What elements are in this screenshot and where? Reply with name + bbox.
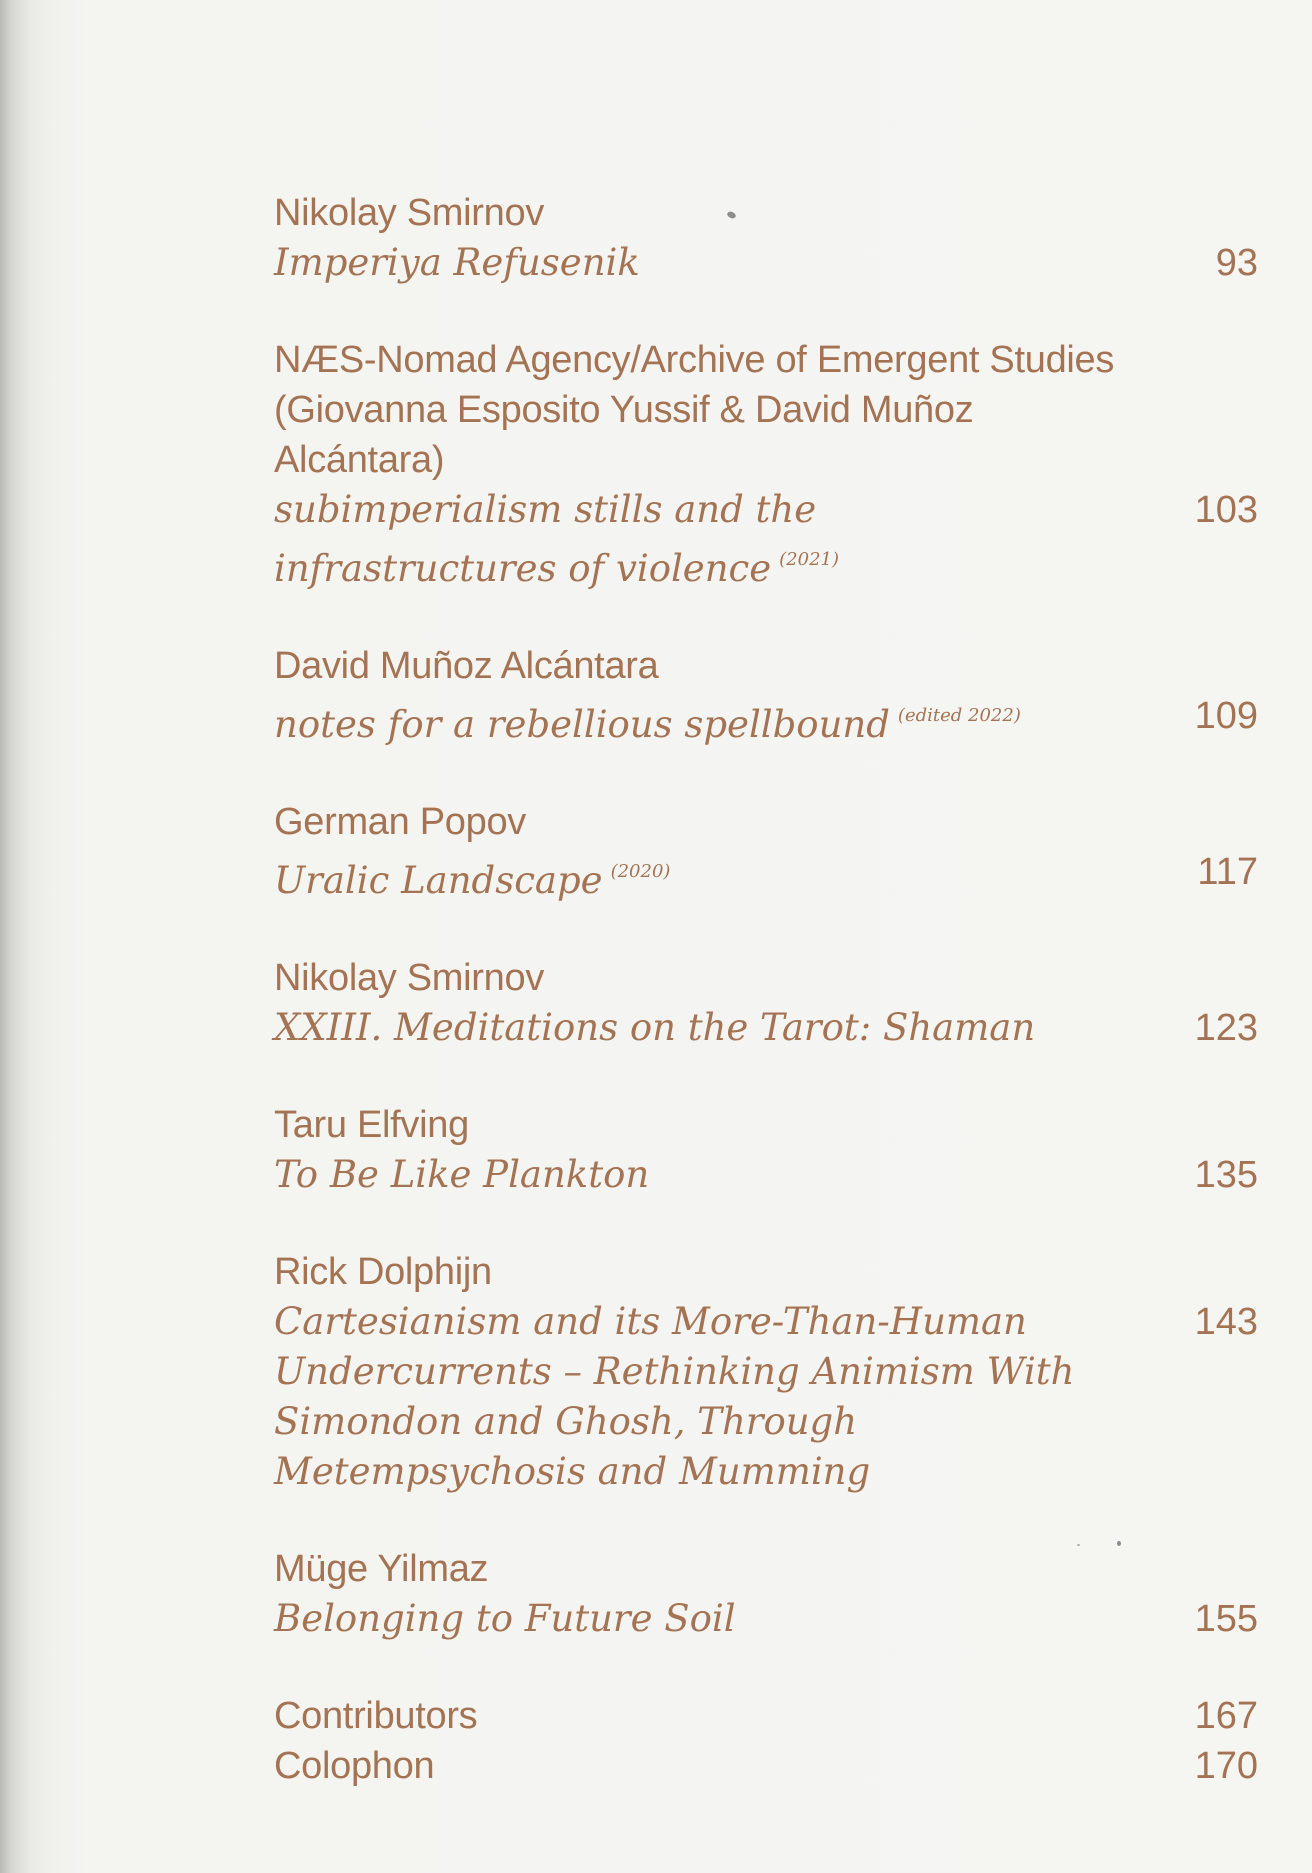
back-matter-page-number: 167 (1194, 1695, 1258, 1737)
table-of-contents (274, 188, 1258, 1791)
toc-entry (274, 797, 1258, 906)
toc-back-matter (274, 1691, 1258, 1741)
entry-page-number: 135 (1194, 1154, 1258, 1196)
entry-title-text: notes for a rebellious spellbound (274, 703, 890, 746)
toc-entry (274, 641, 1258, 750)
entry-title (274, 691, 1134, 750)
entry-title (274, 1594, 1134, 1644)
toc-entry (274, 1247, 1258, 1497)
dust-speck (1117, 1541, 1121, 1546)
entry-author: Rick Dolphijn (274, 1251, 492, 1293)
entry-author: NÆS-Nomad Agency/Archive of Emergent Studies (Giovanna Esposito Yussif & David Muñoz Alcántara) (274, 339, 1115, 481)
entry-page-number: 93 (1215, 242, 1258, 284)
entry-author: Nikolay Smirnov (274, 192, 545, 234)
entry-page-number: 123 (1194, 1007, 1258, 1049)
entry-author: Taru Elfving (274, 1104, 469, 1146)
entry-title-text: To Be Like Plankton (274, 1153, 650, 1196)
entry-year-note: (2021) (779, 549, 840, 570)
entry-title-text: Imperiya Refusenik (274, 241, 640, 284)
toc-entry (274, 335, 1258, 594)
toc-entry (274, 953, 1258, 1053)
entry-title-text: Cartesianism and its More-Than-Human Undercurrents – Rethinking Animism With Simondon and Ghosh, Through Metempsychosis and Mumming (274, 1300, 1075, 1493)
entry-title-text: XXIII. Meditations on the Tarot: Shaman (274, 1006, 1036, 1049)
back-matter-page-number: 170 (1194, 1745, 1258, 1787)
entry-year-note: (2020) (610, 861, 671, 882)
back-matter-label: Colophon (274, 1745, 435, 1787)
entry-title (274, 847, 1134, 906)
back-matter-label: Contributors (274, 1695, 478, 1737)
toc-entry (274, 188, 1258, 288)
entry-title (274, 485, 874, 594)
dust-speck (1077, 1544, 1080, 1546)
toc-entry (274, 1544, 1258, 1644)
entry-year-note: (edited 2022) (897, 705, 1021, 726)
entry-page-number: 155 (1194, 1598, 1258, 1640)
entry-title (274, 238, 1134, 288)
entry-page-number: 143 (1194, 1301, 1258, 1343)
entry-page-number: 103 (1194, 489, 1258, 531)
entry-author: Müge Yilmaz (274, 1548, 489, 1590)
entry-title (274, 1003, 1134, 1053)
entry-page-number: 117 (1197, 851, 1258, 893)
toc-entry (274, 1100, 1258, 1200)
toc-back-matter (274, 1741, 1258, 1791)
entry-author: German Popov (274, 801, 526, 843)
entry-title (274, 1150, 1134, 1200)
entry-author: Nikolay Smirnov (274, 957, 545, 999)
entry-author: David Muñoz Alcántara (274, 645, 659, 687)
entry-title (274, 1297, 1104, 1497)
entry-title-text: subimperialism stills and the infrastructures of violence (274, 488, 817, 590)
entry-page-number: 109 (1194, 695, 1258, 737)
entry-title-text: Uralic Landscape (274, 859, 603, 902)
entry-title-text: Belonging to Future Soil (274, 1597, 736, 1640)
